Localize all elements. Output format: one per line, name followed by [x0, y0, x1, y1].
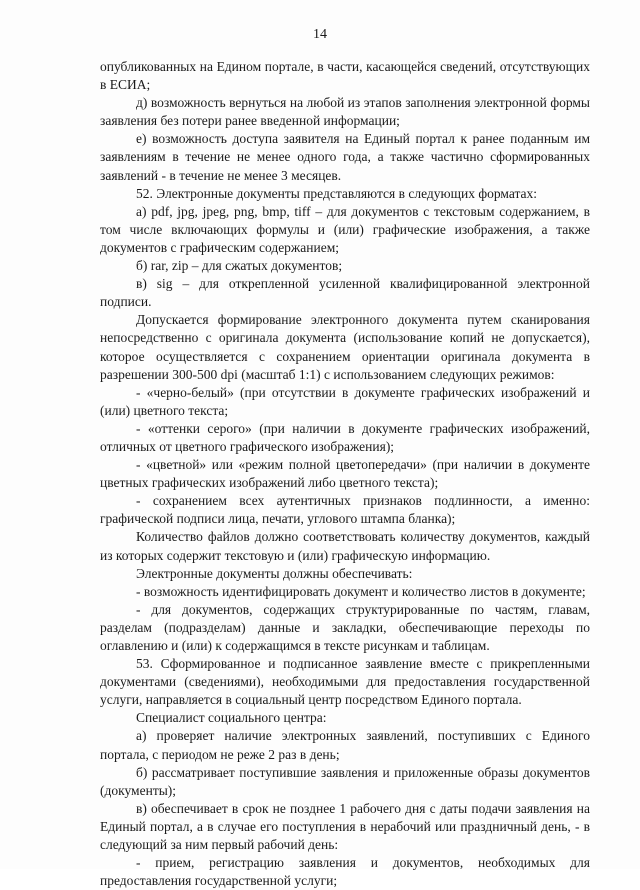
paragraph: - для документов, содержащих структурированные по частям, главам, разделам (подразделам) данные и закладки, обеспечивающие переходы по оглавлению и (или) к содержащимся в тексте рисункам и таблицам.	[100, 601, 590, 653]
paragraph: в) sig – для открепленной усиленной квалифицированной электронной подписи.	[100, 276, 590, 310]
paragraph: б) рассматривает поступившие заявления и приложенные образы документов (документы);	[100, 764, 590, 798]
document-body	[100, 58, 590, 890]
paragraph: д) возможность вернуться на любой из этапов заполнения электронной формы заявления без потери ранее введенной информации;	[100, 95, 590, 129]
paragraph: Количество файлов должно соответствовать количеству документов, каждый из которых содержит текстовую и (или) графическую информацию.	[100, 529, 590, 563]
paragraph: Специалист социального центра:	[136, 710, 327, 726]
paragraph: в) обеспечивает в срок не позднее 1 рабочего дня с даты подачи заявления на Единый портал, а в случае его поступления в нерабочий или праздничный день, - в следующий за ним первый рабочий день:	[100, 800, 590, 853]
paragraph: е) возможность доступа заявителя на Единый портал к ранее поданным им заявлениям в течение не менее одного года, а также частично сформированных заявлений - в течение не менее 3 месяцев.	[100, 131, 590, 183]
paragraph: - «черно-белый» (при отсутствии в документе графических изображений и (или) цветного текста;	[100, 384, 590, 418]
paragraph: - прием, регистрацию заявления и документов, необходимых для предоставления государственной услуги;	[100, 855, 590, 889]
paragraph: - сохранением всех аутентичных признаков подлинности, а именно: графической подписи лица, печати, углового штампа бланка);	[100, 493, 590, 527]
paragraph: Допускается формирование электронного документа путем сканирования непосредственно с оригинала документа (использование копий не допускается), которое осуществляется с сохранением ориентации оригинала документа в разрешении 300-500 dpi (масштаб 1:1) с использованием следующих режимов:	[100, 312, 590, 382]
paragraph: опубликованных на Едином портале, в части, касающейся сведений, отсутствующих в ЕСИА;	[100, 59, 590, 93]
paragraph: Электронные документы должны обеспечивать:	[136, 565, 413, 581]
paragraph: - «цветной» или «режим полной цветопередачи» (при наличии в документе цветных графических изображений либо цветного текста);	[100, 457, 590, 491]
paragraph: а) проверяет наличие электронных заявлений, поступивших с Единого портала, с периодом не реже 2 раз в день;	[100, 728, 590, 762]
paragraph: - «оттенки серого» (при наличии в документе графических изображений, отличных от цветного графического изображения);	[100, 420, 590, 454]
paragraph: а) pdf, jpg, jpeg, png, bmp, tiff – для документов с текстовым содержанием, в том числе включающих формулы и (или) графические изображения, а также документов с графическим содержанием;	[100, 203, 590, 255]
paragraph: 52. Электронные документы представляются в следующих форматах:	[136, 185, 538, 201]
paragraph: 53. Сформированное и подписанное заявление вместе с прикрепленными документами (сведениями), необходимыми для предоставления государственной услуги, направляется в социальный центр посредством Единого портала.	[100, 656, 590, 708]
page-number: 14	[313, 27, 327, 42]
paragraph: - возможность идентифицировать документ и количество листов в документе;	[136, 583, 586, 599]
paragraph: б) rar, zip – для сжатых документов;	[136, 258, 343, 274]
